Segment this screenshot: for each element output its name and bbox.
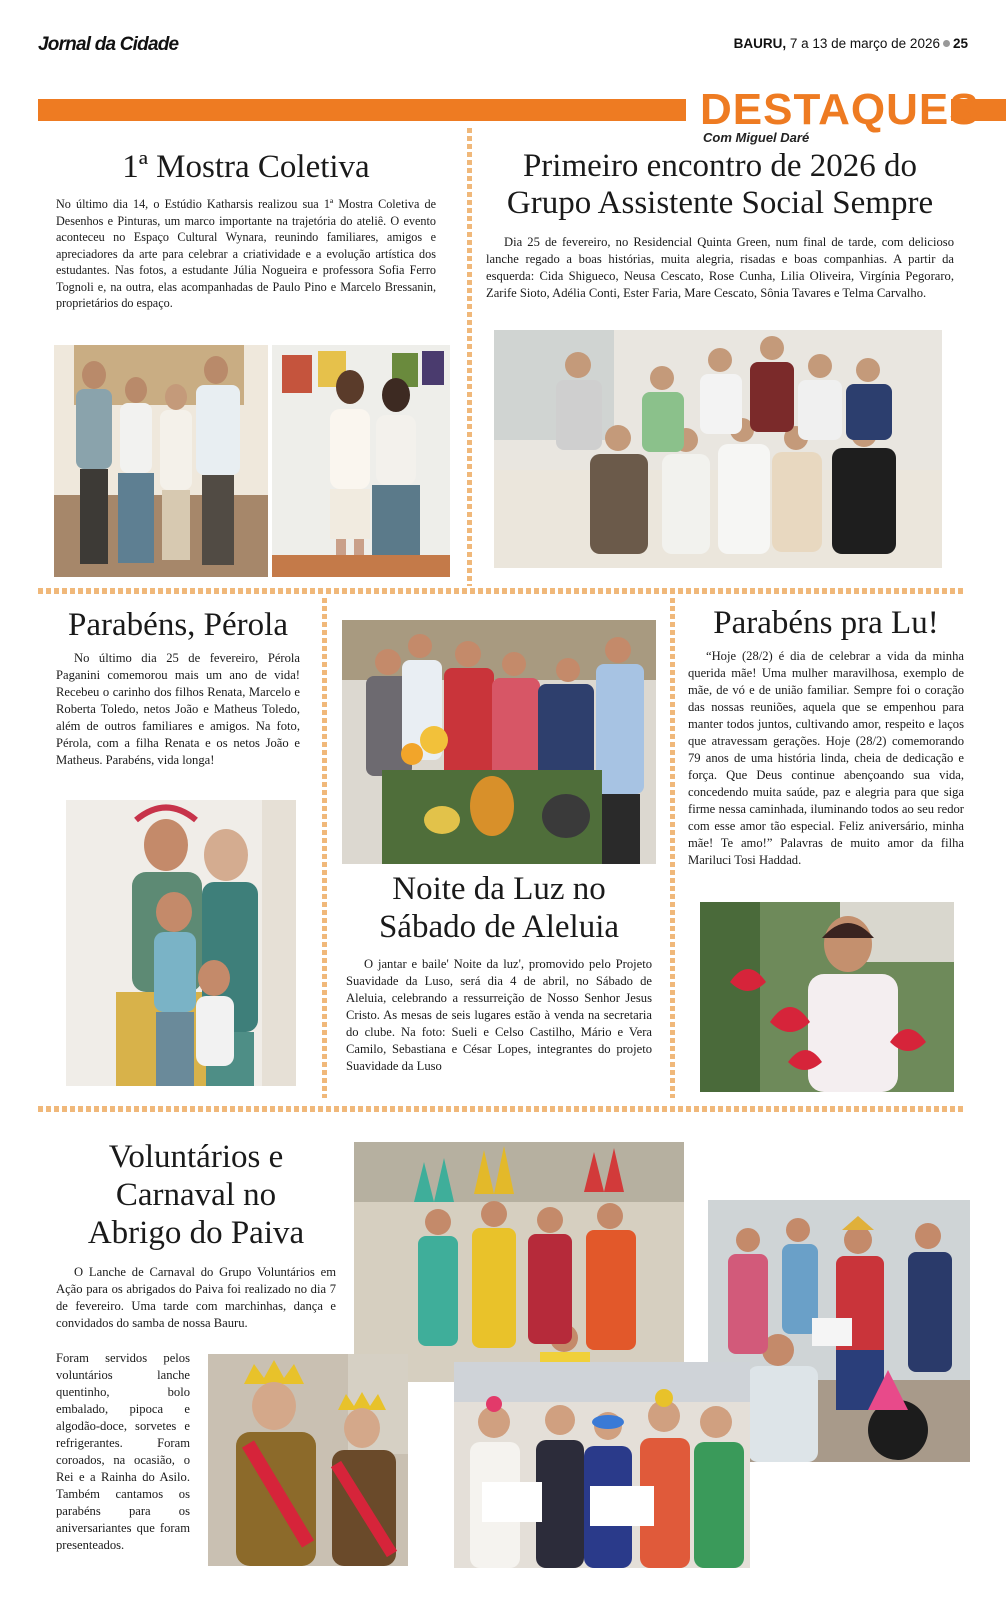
- photo-carnival-king-queen: [208, 1354, 408, 1566]
- title-line: Noite da Luz no: [392, 871, 606, 907]
- article-title: Parabéns pra Lu!: [713, 605, 939, 641]
- photo-samba-dancers: [354, 1142, 684, 1382]
- page-number: 25: [952, 36, 968, 51]
- section-bar-left: [38, 99, 686, 121]
- edition-dates: 7 a 13 de março de 2026: [789, 36, 940, 51]
- photo-exhibit-group: [54, 345, 268, 577]
- dateline: [734, 36, 968, 51]
- article-body: Dia 25 de fevereiro, no Residencial Quinta Green, num final de tarde, com delicioso lanche regado a boas histórias, muita alegria, risadas e boas companhias. A partir da esquerda: Cida Shigueco, Neusa Cescato, Rose Cunha, Lilia Oliveira, Virgínia Pegoraro, Zarife Sioto, Adélia Conti, Ester Faria, Mare Cescato, Sônia Tavares e Telma Carvalho.: [486, 235, 954, 300]
- article-assistente: [486, 148, 954, 302]
- newspaper-logo: Jornal da Cidade: [38, 34, 179, 55]
- article-title: [56, 1138, 336, 1252]
- photo-perola-family: [66, 800, 296, 1086]
- column-divider: [467, 128, 472, 586]
- photo-volunteers-masks: [454, 1362, 750, 1568]
- article-body: “Hoje (28/2) é dia de celebrar a vida da minha querida mãe! Uma mulher maravilhosa, exemplo de mãe, de vó e de união familiar. Sempre foi o coração das nossas reuniões, aquela que se empenhou para manter todos juntos, cultivando amor, respeito e laços que atravessam gerações. Hoje (28/2) comemorando 79 anos de uma história linda, cheia de dedicação e força. Que Deus continue abençoando sua vida, concedendo muita saúde, paz e alegria para que siga firme nessa caminhada, iluminando todos ao seu redor com esse amor tão especial. Feliz aniversário, minha mãe! Te amo!” Palavras de muito amor da filha Mariluci Tosi Haddad.: [688, 649, 964, 867]
- column-divider: [322, 598, 327, 1098]
- section-title: DESTAQUES: [700, 85, 980, 134]
- article-luz: [346, 870, 652, 1075]
- article-perola: [56, 606, 300, 769]
- title-line: Carnaval no: [115, 1177, 277, 1213]
- article-title: [486, 148, 954, 222]
- title-line: Grupo Assistente Social Sempre: [506, 185, 934, 221]
- bullet-icon: [943, 40, 950, 47]
- row-divider: [38, 588, 966, 594]
- article-title: Parabéns, Pérola: [68, 607, 288, 643]
- photo-suavidade-group: [342, 620, 656, 864]
- article-lu: [688, 604, 964, 869]
- title-line: Abrigo do Paiva: [87, 1215, 305, 1251]
- article-voluntarios-continued: [56, 1350, 190, 1554]
- article-body: No último dia 14, o Estúdio Katharsis realizou sua 1ª Mostra Coletiva de Desenhos e Pinturas, um marco importante na trajetória do ateliê. O evento aconteceu no Espaço Cultural Wynara, reunindo familiares, amigos e apreciadores da arte para celebrar a criatividade e a evolução artística dos estudantes. Nas fotos, a estudante Júlia Nogueira e professora Sofia Ferro Tognoli e, na outra, elas acompanhadas de Paulo Pino e Marcelo Bressanin, proprietários do espaço.: [56, 197, 436, 310]
- title-line: Voluntários e: [108, 1139, 284, 1175]
- article-title: 1ª Mostra Coletiva: [122, 149, 370, 185]
- section-byline: Com Miguel Daré: [703, 130, 810, 145]
- city: BAURU,: [733, 36, 787, 51]
- article-body: O Lanche de Carnaval do Grupo Voluntários em Ação para os abrigados do Paiva foi realizado no dia 7 de fevereiro. Uma tarde com marchinhas, dança e convidados do samba de nossa Bauru.: [56, 1265, 336, 1330]
- row-divider: [38, 1106, 966, 1112]
- photo-student-teacher: [272, 345, 450, 577]
- article-title: [346, 870, 652, 946]
- article-mostra: [56, 148, 436, 312]
- article-body: O jantar e baile' Noite da luz', promovido pelo Projeto Suavidade da Luso, será dia 4 de abril, no Sábado de Aleluia, celebrando a ressurreição de Nosso Senhor Jesus Cristo. As mesas de seis lugares estão à venda na secretaria do clube. Na foto: Sueli e Celso Castilho, Mário e Vera Camilo, Sebastiana e César Lopes, integrantes do projeto Suavidade da Luso: [346, 957, 652, 1073]
- title-line: Sábado de Aleluia: [378, 909, 620, 945]
- article-body: Foram servidos pelos voluntários lanche quentinho, bolo embalado, pipoca e algodão-doce, sorvetes e refrigerantes. Foram coroados, na ocasião, o Rei e a Rainha do Asilo. Também cantamos os parabéns para os aniversariantes que foram presenteados.: [56, 1351, 190, 1552]
- article-voluntarios: [56, 1138, 336, 1332]
- photo-social-group: [494, 330, 942, 568]
- column-divider: [670, 598, 675, 1098]
- photo-lu-portrait: [700, 902, 954, 1092]
- article-body: No último dia 25 de fevereiro, Pérola Paganini comemorou mais um ano de vida! Recebeu o carinho dos filhos Renata, Marcelo e Roberta Toledo, netos João e Matheus Toledo, além de outros familiares e amigos. Na foto, Pérola, com a filha Renata e os netos João e Matheus. Parabéns, vida longa!: [56, 651, 300, 767]
- title-line: Primeiro encontro de 2026 do: [522, 148, 918, 184]
